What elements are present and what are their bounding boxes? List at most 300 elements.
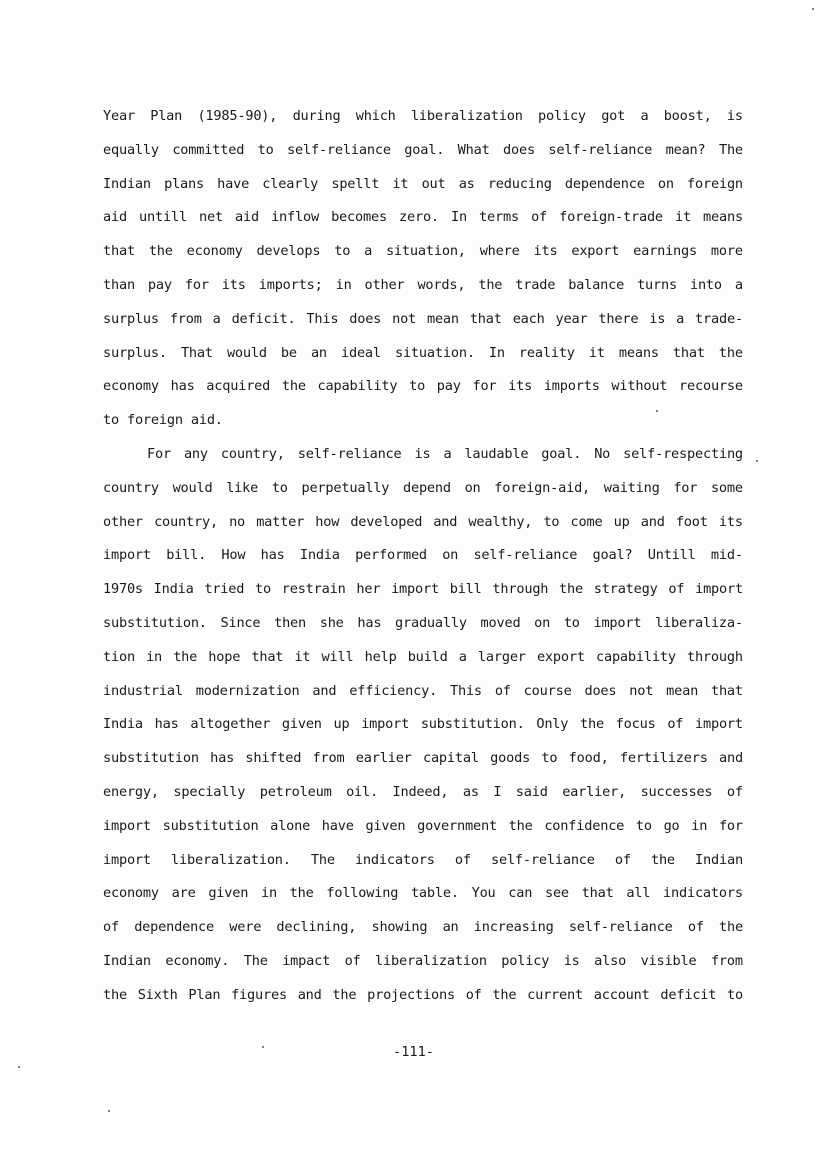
word: that	[672, 344, 705, 361]
word: no	[229, 513, 246, 530]
word: to	[541, 750, 558, 767]
text-line	[103, 404, 743, 438]
text-line	[103, 675, 743, 709]
word: imports	[543, 378, 600, 395]
text-line	[103, 844, 743, 878]
word: can	[508, 885, 533, 902]
word: to	[257, 141, 274, 158]
word: to	[563, 614, 580, 631]
word: efficiency.	[349, 682, 438, 699]
word: oil.	[346, 783, 378, 800]
word: import	[391, 581, 439, 598]
word: reality	[518, 344, 575, 361]
word: there	[598, 310, 639, 327]
word: build	[407, 648, 448, 665]
word: and	[433, 513, 458, 530]
text-line	[103, 370, 743, 404]
word: it	[675, 209, 691, 226]
word: aid	[103, 209, 127, 226]
word: clearly	[262, 175, 319, 192]
word: tion	[103, 648, 135, 665]
word: any	[183, 445, 208, 462]
word: import	[103, 851, 151, 868]
word: not	[392, 310, 417, 327]
word: given	[365, 817, 406, 834]
word: Sixth	[137, 986, 178, 1003]
word: the	[281, 378, 306, 395]
word: of	[667, 716, 684, 733]
word: economy	[186, 243, 243, 260]
word: pay	[147, 276, 172, 293]
word: would	[172, 479, 213, 496]
word: foreign-aid,	[494, 479, 591, 496]
word: performed	[355, 547, 427, 564]
word: in	[260, 885, 277, 902]
word: situation.	[394, 344, 475, 361]
word: Since	[220, 614, 261, 631]
word: import	[593, 614, 642, 631]
word: her	[356, 581, 381, 598]
text-line	[103, 641, 743, 675]
word: equally	[103, 141, 159, 158]
text-line	[103, 337, 743, 371]
word: liberalization.	[171, 851, 291, 868]
word: its	[718, 513, 743, 530]
word: You	[471, 885, 496, 902]
body-text	[103, 100, 743, 1013]
word: an	[442, 919, 459, 936]
word: on	[534, 614, 551, 631]
word: foot	[675, 513, 708, 530]
word: how	[315, 513, 340, 530]
word: zero.	[399, 209, 439, 226]
word: table.	[410, 885, 459, 902]
word: of	[687, 919, 704, 936]
word: course	[523, 682, 572, 699]
word: some	[710, 479, 743, 496]
word: then	[274, 614, 307, 631]
page-number: -111-	[393, 1044, 434, 1060]
word: to	[409, 378, 426, 395]
word: liberaliza-	[655, 614, 743, 631]
word: untill	[139, 209, 187, 226]
word: terms	[479, 209, 519, 226]
word: out	[421, 175, 446, 192]
scan-speck	[756, 460, 758, 462]
scan-speck	[108, 1110, 110, 1112]
word: all	[626, 885, 651, 902]
word: a	[364, 243, 373, 260]
word: during	[292, 108, 341, 124]
word: a	[640, 108, 649, 124]
word: energy,	[103, 783, 159, 800]
word: mid-	[710, 547, 743, 564]
word: Plan	[188, 986, 221, 1003]
word: foreign-trade	[559, 209, 663, 226]
word: its	[221, 276, 246, 293]
word: as	[458, 175, 475, 192]
word: help	[364, 648, 397, 665]
word: a	[734, 276, 743, 293]
word: to	[103, 412, 119, 429]
word: moved	[480, 614, 521, 631]
word: the	[492, 986, 517, 1003]
word: imports;	[258, 276, 323, 293]
word: impact	[282, 952, 331, 969]
word: to	[543, 513, 560, 530]
word: of	[531, 209, 548, 226]
word: words,	[417, 276, 466, 293]
word: has	[170, 378, 195, 395]
word: go	[663, 817, 680, 834]
word: the	[289, 885, 314, 902]
word: economy	[103, 885, 159, 902]
word: the	[478, 276, 503, 293]
word: that	[581, 885, 614, 902]
word: earnings	[633, 243, 698, 260]
word: current	[527, 986, 583, 1003]
word: dependence	[564, 175, 645, 192]
text-line	[103, 134, 743, 168]
word: from	[169, 310, 202, 327]
word: for	[472, 378, 497, 395]
word: to	[635, 817, 652, 834]
text-line	[103, 201, 743, 235]
word: developed	[350, 513, 423, 530]
word: has	[154, 716, 179, 733]
word: the	[580, 716, 604, 733]
word: economy	[103, 378, 159, 395]
word: goal.	[404, 141, 445, 158]
word: self-reliance	[287, 141, 391, 158]
text-line	[103, 573, 743, 607]
word: a	[676, 310, 685, 327]
word: I	[493, 783, 502, 800]
word: of	[494, 682, 511, 699]
word: The	[310, 851, 335, 868]
word: Untill	[647, 547, 696, 564]
text-line	[103, 708, 743, 742]
word: not	[629, 682, 654, 699]
word: goal.	[541, 445, 582, 462]
word: from	[710, 952, 743, 969]
word: does	[349, 310, 382, 327]
word: mean?	[665, 141, 706, 158]
word: does	[584, 682, 617, 699]
word: other	[364, 276, 405, 293]
word: the	[559, 581, 583, 598]
word: its	[533, 243, 558, 260]
word: perpetually	[301, 479, 390, 496]
word: capability	[317, 378, 398, 395]
word: import	[103, 547, 151, 564]
word: means	[618, 344, 659, 361]
word: The	[243, 952, 268, 969]
text-line	[103, 506, 743, 540]
word: see	[544, 885, 569, 902]
word: foreign	[126, 412, 183, 429]
word: has	[210, 750, 235, 767]
word: situation,	[385, 243, 466, 260]
word: of	[344, 952, 361, 969]
word: a	[458, 648, 467, 665]
word: wealthy,	[468, 513, 533, 530]
word: on	[464, 479, 481, 496]
word: reducing	[487, 175, 552, 192]
word: successes	[640, 783, 713, 800]
word: of	[454, 851, 471, 868]
word: Indian	[103, 952, 151, 969]
word: Only	[536, 716, 569, 733]
word: for	[718, 817, 743, 834]
text-line	[103, 742, 743, 776]
word: fertilizers	[619, 750, 708, 767]
word: petroleum	[259, 783, 332, 800]
word: surplus	[103, 310, 159, 327]
text-line	[103, 168, 743, 202]
word: larger	[477, 648, 526, 665]
word: in	[691, 817, 708, 834]
word: figures	[231, 986, 287, 1003]
word: self-reliance	[297, 445, 402, 462]
word: pay	[436, 378, 461, 395]
word: as	[462, 783, 479, 800]
word: projections	[367, 986, 455, 1003]
word: its	[508, 378, 533, 395]
word: boost,	[663, 108, 712, 124]
word: are	[171, 885, 196, 902]
word: bill.	[166, 547, 207, 564]
text-line	[103, 539, 743, 573]
text-line	[103, 303, 743, 337]
word: through	[492, 581, 549, 598]
word: to	[271, 479, 288, 496]
word: increasing	[473, 919, 554, 936]
word: other	[103, 513, 143, 530]
word: of	[465, 986, 482, 1003]
word: country	[103, 479, 159, 496]
word: substitution	[103, 750, 199, 767]
word: year	[555, 310, 588, 327]
word: modernization	[195, 682, 300, 699]
word: balance	[568, 276, 625, 293]
word: than	[103, 276, 135, 293]
word: country,	[154, 513, 218, 530]
word: given	[208, 885, 249, 902]
text-line	[103, 877, 743, 911]
word: come	[570, 513, 603, 530]
word: confidence	[544, 817, 625, 834]
word: that	[469, 310, 502, 327]
word: food,	[568, 750, 609, 767]
word: to	[255, 581, 271, 598]
word: import	[695, 716, 743, 733]
word: up	[613, 513, 630, 530]
word: This	[449, 682, 482, 699]
word: more	[710, 243, 743, 260]
word: an	[310, 344, 327, 361]
word: India	[299, 547, 340, 564]
word: for	[184, 276, 209, 293]
word: export	[571, 243, 620, 260]
text-line	[103, 438, 743, 472]
word: got	[601, 108, 626, 124]
word: dependence	[134, 919, 215, 936]
word: (1985-90),	[197, 108, 278, 124]
word: surplus.	[103, 344, 167, 361]
word: self-reliance	[548, 141, 653, 158]
word: bill	[449, 581, 482, 598]
word: waiting	[603, 479, 660, 496]
word: gradually	[395, 614, 467, 631]
word: in	[335, 276, 352, 293]
word: indicators	[663, 885, 743, 902]
word: Plan	[150, 108, 183, 124]
word: without	[611, 378, 668, 395]
word: a	[443, 445, 452, 462]
word: have	[321, 817, 354, 834]
word: import	[103, 817, 151, 834]
word: means	[703, 209, 743, 226]
word: import	[361, 716, 410, 733]
word: industrial	[103, 682, 183, 699]
word: inflow	[271, 209, 319, 226]
word: self-respecting	[623, 445, 743, 462]
word: be	[280, 344, 297, 361]
word: acquired	[206, 378, 271, 395]
text-line	[103, 235, 743, 269]
word: policy	[538, 108, 586, 124]
word: the	[718, 344, 743, 361]
word: deficit.	[231, 310, 296, 327]
word: self-reliance	[490, 851, 595, 868]
word: is	[649, 310, 666, 327]
word: earlier	[355, 750, 412, 767]
word: in	[146, 648, 163, 665]
word: of	[614, 851, 631, 868]
word: it	[294, 648, 311, 665]
word: India	[103, 716, 143, 733]
scan-speck	[656, 410, 658, 412]
scan-speck	[812, 8, 814, 10]
word: Indeed,	[392, 783, 449, 800]
word: trade	[515, 276, 556, 293]
word: hope	[208, 648, 241, 665]
word: which	[355, 108, 396, 124]
word: deficit	[660, 986, 717, 1003]
word: What	[457, 141, 490, 158]
word: Indian	[695, 851, 743, 868]
word: net	[199, 209, 223, 226]
word: liberalization	[410, 108, 523, 124]
word: focus	[615, 716, 656, 733]
word: were	[229, 919, 262, 936]
word: declining,	[276, 919, 357, 936]
word: spellt	[331, 175, 380, 192]
text-line	[103, 911, 743, 945]
word: the	[508, 817, 533, 834]
word: the	[103, 986, 127, 1003]
word: it	[588, 344, 605, 361]
word: from	[312, 750, 345, 767]
word: export	[536, 648, 585, 665]
word: the	[148, 243, 173, 260]
word: Year	[103, 108, 135, 124]
word: is	[563, 952, 580, 969]
word: following	[326, 885, 399, 902]
word: goal?	[592, 547, 633, 564]
word: visible	[640, 952, 697, 969]
word: said	[515, 783, 548, 800]
word: foreign	[687, 175, 743, 192]
word: to	[334, 243, 351, 260]
word: showing	[371, 919, 428, 936]
word: 1970s	[103, 581, 143, 598]
word: economy.	[165, 952, 230, 969]
word: through	[686, 648, 743, 665]
word: has	[357, 614, 382, 631]
word: the	[719, 919, 743, 936]
word: also	[594, 952, 627, 969]
word: recourse	[679, 378, 743, 395]
word: This	[306, 310, 339, 327]
word: and	[297, 986, 322, 1003]
word: Indian	[103, 175, 151, 192]
word: aid.	[190, 412, 223, 429]
word: is	[414, 445, 431, 462]
word: altogether	[190, 716, 271, 733]
word: restrain	[281, 581, 346, 598]
word: the	[332, 986, 357, 1003]
word: self-reliance	[568, 919, 673, 936]
scan-speck	[262, 1046, 264, 1048]
word: of	[668, 581, 685, 598]
scan-speck	[18, 1066, 20, 1068]
word: strategy	[593, 581, 658, 598]
word: mean	[426, 310, 459, 327]
word: into	[689, 276, 722, 293]
word: policy	[501, 952, 550, 969]
word: becomes	[331, 209, 387, 226]
word: plans	[164, 175, 204, 192]
text-line	[103, 269, 743, 303]
word: laudable	[464, 445, 529, 462]
word: a	[212, 310, 221, 327]
word: have	[217, 175, 250, 192]
word: on	[657, 175, 674, 192]
word: and	[718, 750, 743, 767]
word: indicators	[354, 851, 435, 868]
word: like	[226, 479, 259, 496]
word: aid	[235, 209, 259, 226]
word: India	[153, 581, 194, 598]
word: committed	[172, 141, 245, 158]
word: For	[147, 445, 171, 462]
word: goods	[490, 750, 531, 767]
word: That	[180, 344, 213, 361]
word: would	[226, 344, 267, 361]
word: depend	[402, 479, 451, 496]
word: account	[593, 986, 650, 1003]
word: import	[695, 581, 743, 598]
word: specially	[173, 783, 246, 800]
word: has	[260, 547, 285, 564]
word: that	[251, 648, 284, 665]
word: No	[594, 445, 611, 462]
text-line	[103, 979, 743, 1013]
word: The	[718, 141, 743, 158]
word: to	[727, 986, 743, 1003]
